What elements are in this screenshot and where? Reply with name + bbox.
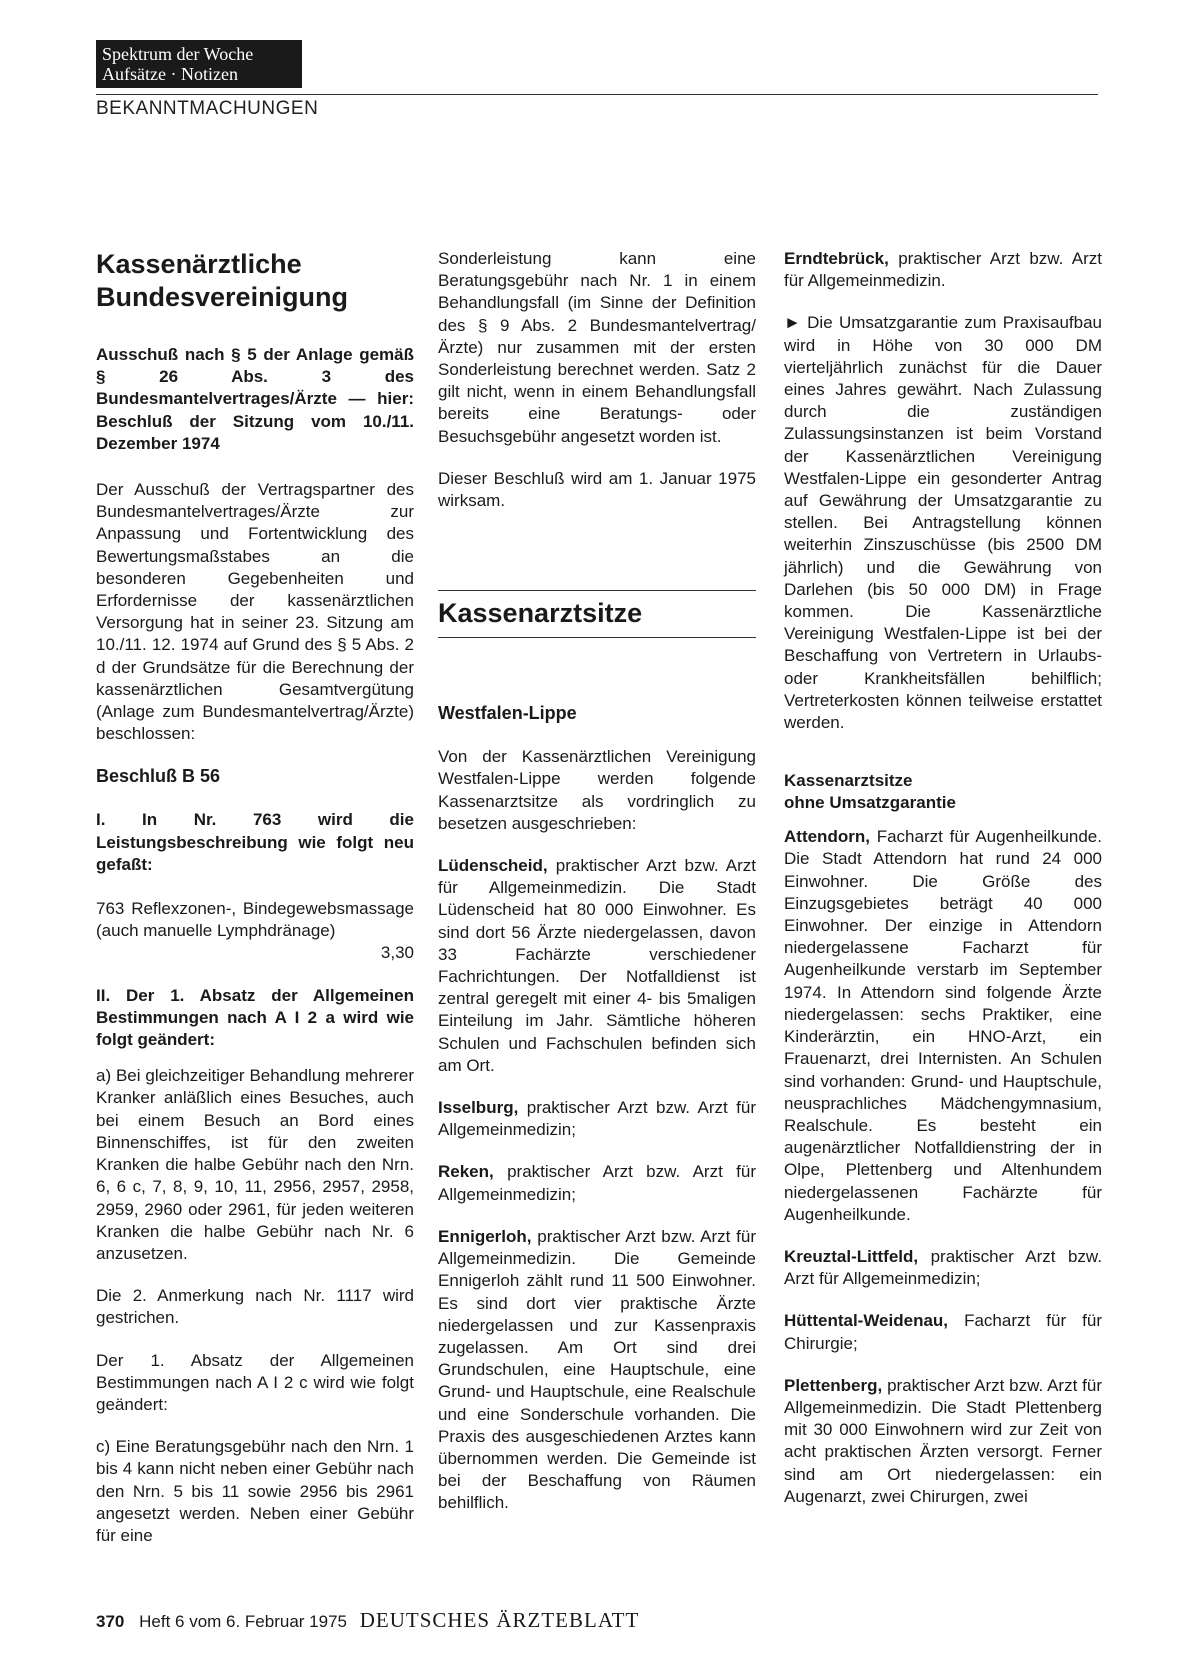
point1-text: 763 Reflexzonen-, Bindegewebsmassage (auch manuelle Lymphdränage) [96,899,414,941]
subheading-line2: ohne Umsatzgarantie [784,793,956,813]
point1-value: 3,30 [380,943,414,963]
region-intro: Von der Kassenärztlichen Vereinigung Westfalen-Lippe werden folgende Kassenarztsitze als vordringlich zu besetzen ausgeschrieben: [438,747,756,833]
page-footer [96,1608,639,1633]
column-2 [438,248,756,1535]
beschluss-heading: Beschluß B 56 [96,766,221,787]
entry-text: Facharzt für Augenheilkunde. Die Stadt Attendorn hat rund 24 000 Einwohner. Die Größe des Einzugsgebietes beträgt 40 000 Einwohner. Der einzige in Attendorn niedergelassene Facharzt für Augenheilkunde verstarb im September 1974. In Attendorn sind folgende Ärzte niedergelassen: sechs Praktiker, eine Kinderärztin, ein HNO-Arzt, ein Frauenarzt, drei Internisten. An Schulen sind vorhanden: Grund- und Hauptschule, neusprachliches Mädchengymnasium, Realschule. Es besteht ein augenärztlicher Notfalldienstring der in Olpe, Plettenberg und Altenhundem niedergelassenen Fachärzte für Augenheilkunde. [784,827,1102,1224]
entry-paragraph [784,826,1102,1226]
section-title: Kassenarztsitze [438,590,756,638]
magazine-name: DEUTSCHES ÄRZTEBLATT [359,1608,640,1632]
entry-text: praktischer Arzt bzw. Arzt für Allgemeinmedizin. [784,249,1102,291]
column-1 [96,248,414,1567]
entry-paragraph [784,1310,1102,1354]
category-label: BEKANNTMACHUNGEN [96,98,319,119]
point2-b: Die 2. Anmerkung nach Nr. 1117 wird gestrichen. [96,1286,414,1328]
entry-place: Isselburg, [438,1098,519,1118]
entry-text: praktischer Arzt bzw. Arzt für Allgemeinmedizin; [438,1098,756,1140]
entry-place: Ennigerloh, [438,1226,532,1246]
entry-place: Attendorn, [784,827,870,847]
page-number: 370 [96,1612,125,1631]
entry-paragraph [438,855,756,1077]
entry-text: praktischer Arzt bzw. Arzt für Allgemeinmedizin. Die Stadt Plettenberg mit 30 000 Einwohnern wird zur Zeit von acht praktischen Ärzten versorgt. Ferner sind am Ort niedergelassen: ein Augenarzt, zwei Chirurgen, zwei [784,1375,1102,1506]
effective-date: Dieser Beschluß wird am 1. Januar 1975 wirksam. [438,468,756,511]
entry-place: Reken, [438,1162,494,1182]
point1-paragraph [96,898,414,965]
entry-text: praktischer Arzt bzw. Arzt für Allgemeinmedizin; [784,1246,1102,1289]
point2-c: Der 1. Absatz der Allgemeinen Bestimmungen nach A I 2 c wird wie folgt geändert: [96,1350,414,1414]
intro-paragraph: Der Ausschuß der Vertragspartner des Bundesmantelvertrages/Ärzte zur Anpassung und Fortentwicklung des Bewertungsmaßstabes an die besonderen Gegebenheiten und Erfordernisse der kassenärztlichen Versorgung hat in seiner 23. Sitzung am 10./11. 12. 1974 auf Grund des § 5 Abs. 2 d der Grundsätze für die Berechnung der kassenärztlichen Gesamtvergütung (Anlage zum Bundesmantelvertrag/Ärzte) beschlossen: [96,480,414,744]
entry-paragraph [438,1226,756,1515]
continued-paragraph: Sonderleistung kann eine Beratungsgebühr nach Nr. 1 in einem Behandlungsfall (im Sinne der Definition des § 9 Abs. 2 Bundesmantelvertrag/Ärzte) nur zusammen mit der ersten Sonderleistung berechnet werden. Satz 2 gilt nicht, wenn in einem Behandlungsfall bereits eine Beratungs- oder Besuchsgebühr angesetzt worden ist. [438,249,756,446]
article-title: Kassenärztliche Bundesvereinigung [96,249,349,312]
point2-a: a) Bei gleichzeitiger Behandlung mehrerer Kranker anläßlich eines Besuches, auch bei einem Besuch an Bord eines Binnenschiffes, ist für den zweiten Kranken die halbe Gebühr nach den Nrn. 6, 6 c, 7, 8, 9, 10, 11, 2956, 2957, 2958, 2959, 2960 oder 2961, für jeden weiteren Kranken die halbe Gebühr nach Nr. 6 anzusetzen. [96,1066,414,1263]
point2-heading: II. Der 1. Absatz der Allgemeinen Bestimmungen nach A I 2 a wird wie folgt geändert: [96,985,414,1050]
column-spacer [438,660,756,702]
entry-place: Plettenberg, [784,1375,883,1395]
entry-place: Lüdenscheid, [438,856,548,876]
section-label-line2: Aufsätze · Notizen [102,64,238,84]
subheading [784,770,1102,814]
entry-place: Hüttental-Weidenau, [784,1311,949,1331]
column-3 [784,248,1102,1528]
section-label-line1: Spektrum der Woche [102,44,254,64]
point1-heading: I. In Nr. 763 wird die Leistungsbeschreibung wie folgt neu gefaßt: [96,810,414,874]
entry-paragraph [784,1246,1102,1290]
entry-place: Kreuztal-Littfeld, [784,1246,919,1266]
entry-text: praktischer Arzt bzw. Arzt für Allgemeinmedizin; [438,1162,756,1204]
entry-paragraph [784,1375,1102,1508]
section-label-box [96,40,302,88]
entry-text: praktischer Arzt bzw. Arzt für Allgemeinmedizin. Die Stadt Lüdenscheid hat 80 000 Einwohner. Es sind dort 56 Ärzte niedergelassen, davon 33 Fachärzte verschiedener Fachrichtungen. Der Notfalldienst ist zentral geregelt mit einer 4- bis 5maligen Einteilung im Jahr. Sämtliche höheren Schulen und Fachschulen befinden sich am Ort. [438,856,756,1075]
entry-place: Erndtebrück, [784,249,889,268]
article-subtitle: Ausschuß nach § 5 der Anlage gemäß § 26 Abs. 3 des Bundesmantelvertrages/Ärzte — hier: Beschluß der Sitzung vom 10./11. Dezember 1974 [96,345,414,453]
guarantee-paragraph: ► Die Umsatzgarantie zum Praxisaufbau wird in Höhe von 30 000 DM vierteljährlich zunächst für die Dauer eines Jahres gewährt. Nach Zulassung durch die zuständigen Zulassungsinstanzen ist beim Vorstand der Kassenärztlichen Vereinigung Westfalen-Lippe ein gesonderter Antrag auf Gewährung der Umsatzgarantie zu stellen. Bei Antragstellung können weiterhin Zinszuschüsse (bis 2500 DM jährlich) und die Gewährung von Darlehen (bis 50 000 DM) in Frage kommen. Die Kassenärztliche Vereinigung Westfalen-Lippe ist bei der Beschaffung von Vertretern in Urlaubs- oder Krankheitsfällen behilflich; Vertreterkosten können teilweise erstattet werden. [784,313,1102,733]
entry-text: Facharzt für für Chirurgie; [784,1311,1102,1353]
entry-paragraph [784,248,1102,292]
issue-info: Heft 6 vom 6. Februar 1975 [139,1612,347,1631]
entry-text: praktischer Arzt bzw. Arzt für Allgemeinmedizin. Die Gemeinde Ennigerloh zählt rund 11 500 Einwohner. Es sind dort vier praktische Ärzte niedergelassen und zur Kassenpraxis zugelassen. Am Ort sind drei Grundschulen, eine Hauptschule, eine Grund- und Hauptschule, eine Realschule und eine Sonderschule vorhanden. Die Praxis des ausgeschiedenen Arztes kann übernommen werden. Die Gemeinde ist bei der Beschaffung von Räumen behilflich. [438,1226,756,1513]
region-heading: Westfalen-Lippe [438,703,577,724]
column-spacer [784,754,1102,770]
entry-paragraph [438,1097,756,1141]
point2-d: c) Eine Beratungsgebühr nach den Nrn. 1 bis 4 kann nicht neben einer Gebühr nach den Nrn. 5 bis 11 sowie 2956 bis 2961 angesetzt werden. Neben einer Gebühr für eine [96,1437,414,1545]
column-spacer [438,532,756,590]
header-rule [96,94,1098,95]
subheading-line1: Kassenarztsitze [784,771,913,791]
entry-paragraph [438,1161,756,1205]
